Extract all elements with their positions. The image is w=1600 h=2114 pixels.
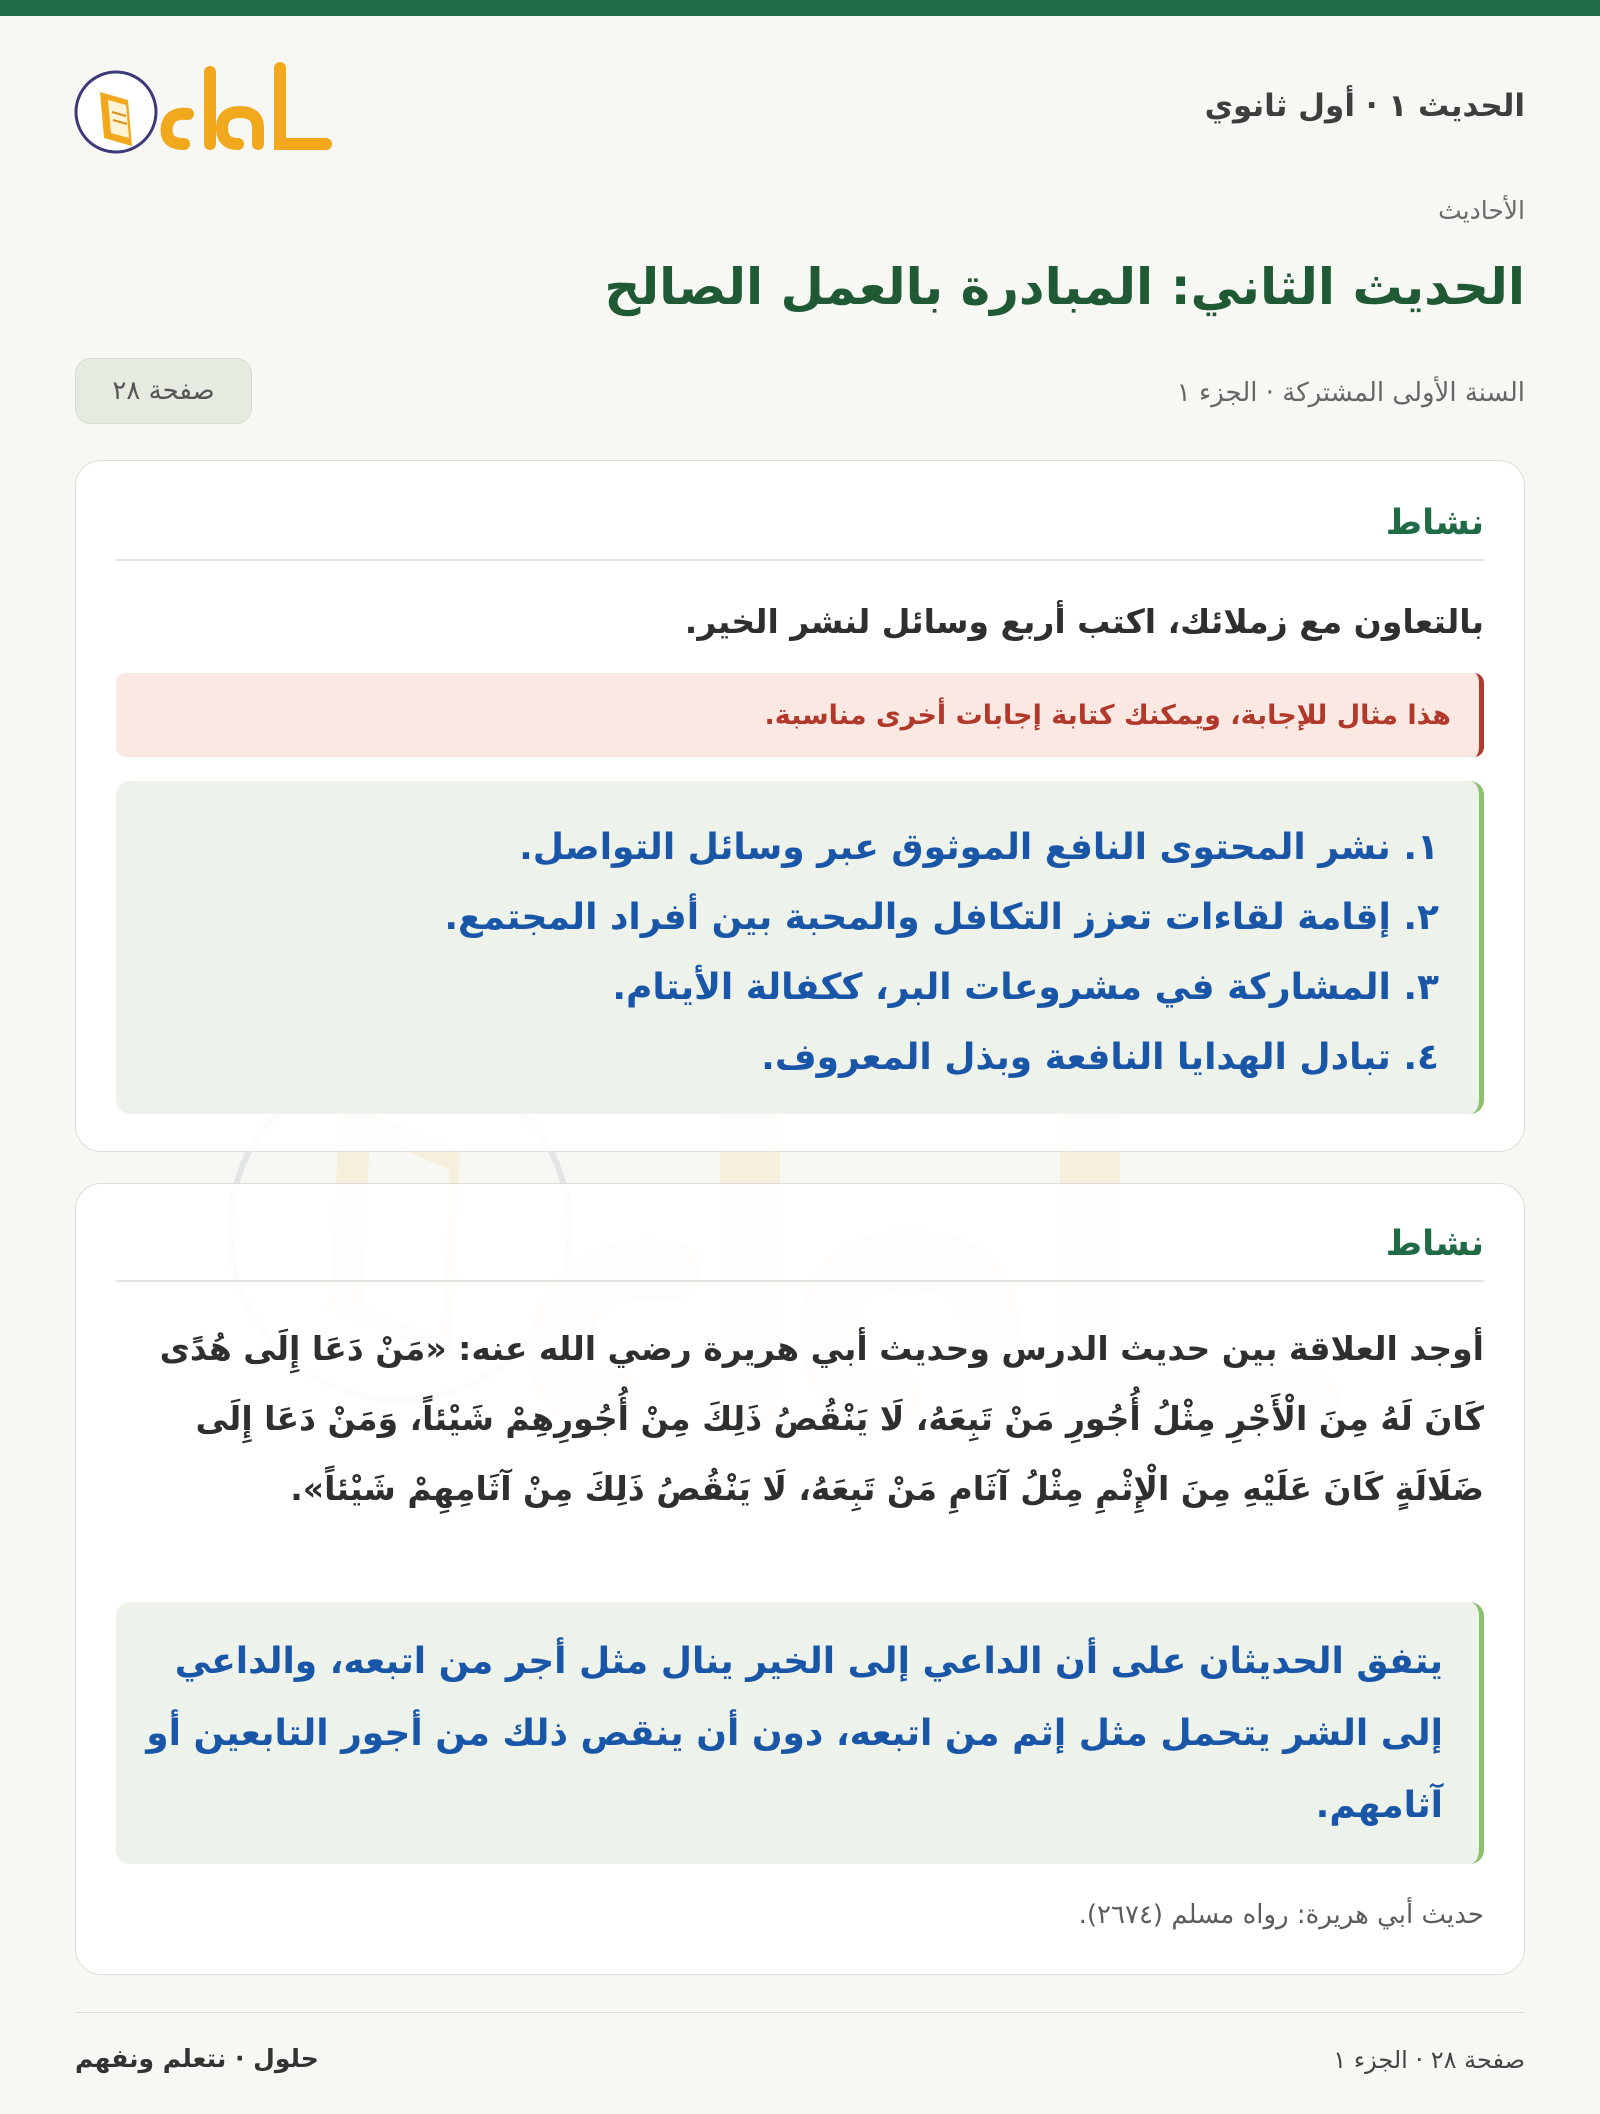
activity-card-1 xyxy=(75,460,1525,1152)
card-heading-label: نشاط xyxy=(1385,1224,1484,1264)
card-heading xyxy=(116,1224,1484,1282)
card-heading xyxy=(116,503,1484,561)
activity-card-2 xyxy=(75,1183,1525,1975)
header-title: الحديث ١ · أول ثانوي xyxy=(1204,88,1525,124)
answer-item: ١. نشر المحتوى النافع الموثوق عبر وسائل التواصل. xyxy=(519,827,1439,868)
answer-box xyxy=(116,781,1484,1114)
page-subtitle: السنة الأولى المشتركة · الجزء ١ xyxy=(1176,378,1525,408)
answer-item: ٢. إقامة لقاءات تعزز التكافل والمحبة بين أفراد المجتمع. xyxy=(444,897,1439,938)
answer-item: ٤. تبادل الهدايا النافعة وبذل المعروف. xyxy=(761,1037,1439,1078)
card-heading-label: نشاط xyxy=(1385,503,1484,543)
page-title: الحديث الثاني: المبادرة بالعمل الصالح xyxy=(604,258,1525,316)
activity-question: أوجد العلاقة بين حديث الدرس وحديث أبي هريرة رضي الله عنه: «مَنْ دَعَا إِلَى هُدًى كَانَ لَهُ مِنَ الْأَجْرِ مِثْلُ أُجُورِ مَنْ تَبِعَهُ، لَا يَنْقُصُ ذَلِكَ مِنْ أُجُورِهِمْ شَيْئاً، وَمَنْ دَعَا إِلَى ضَلَالَةٍ كَانَ عَلَيْهِ مِنَ الْإِثْمِ مِثْلُ آثَامِ مَنْ تَبِعَهُ، لَا يَنْقُصُ ذَلِكَ مِنْ آثَامِهِمْ شَيْئاً». xyxy=(159,1329,1484,1508)
answer-item: ٣. المشاركة في مشروعات البر، ككفالة الأيتام. xyxy=(612,967,1439,1008)
top-accent-bar xyxy=(0,0,1600,16)
footer-page-info: صفحة ٢٨ · الجزء ١ xyxy=(1333,2046,1525,2074)
page-badge: صفحة ٢٨ xyxy=(75,358,252,424)
answer-box: يتفق الحديثان على أن الداعي إلى الخير ينال مثل أجر من اتبعه، والداعي إلى الشر يتحمل مثل إثم من اتبعه، دون أن ينقص ذلك من أجور التابعين أو آثامهم. xyxy=(116,1602,1484,1864)
footer-divider xyxy=(75,2012,1525,2013)
breadcrumb[interactable]: الأحاديث xyxy=(1438,196,1525,225)
activity-question: بالتعاون مع زملائك، اكتب أربع وسائل لنشر الخير. xyxy=(684,602,1484,641)
hulul-logo[interactable] xyxy=(72,52,342,162)
answer-note: هذا مثال للإجابة، ويمكنك كتابة إجابات أخرى مناسبة. xyxy=(116,673,1484,757)
footer-brand: حلول · نتعلم ونفهم xyxy=(75,2044,319,2073)
hadith-source: حديث أبي هريرة: رواه مسلم (٢٦٧٤). xyxy=(1078,1900,1484,1930)
